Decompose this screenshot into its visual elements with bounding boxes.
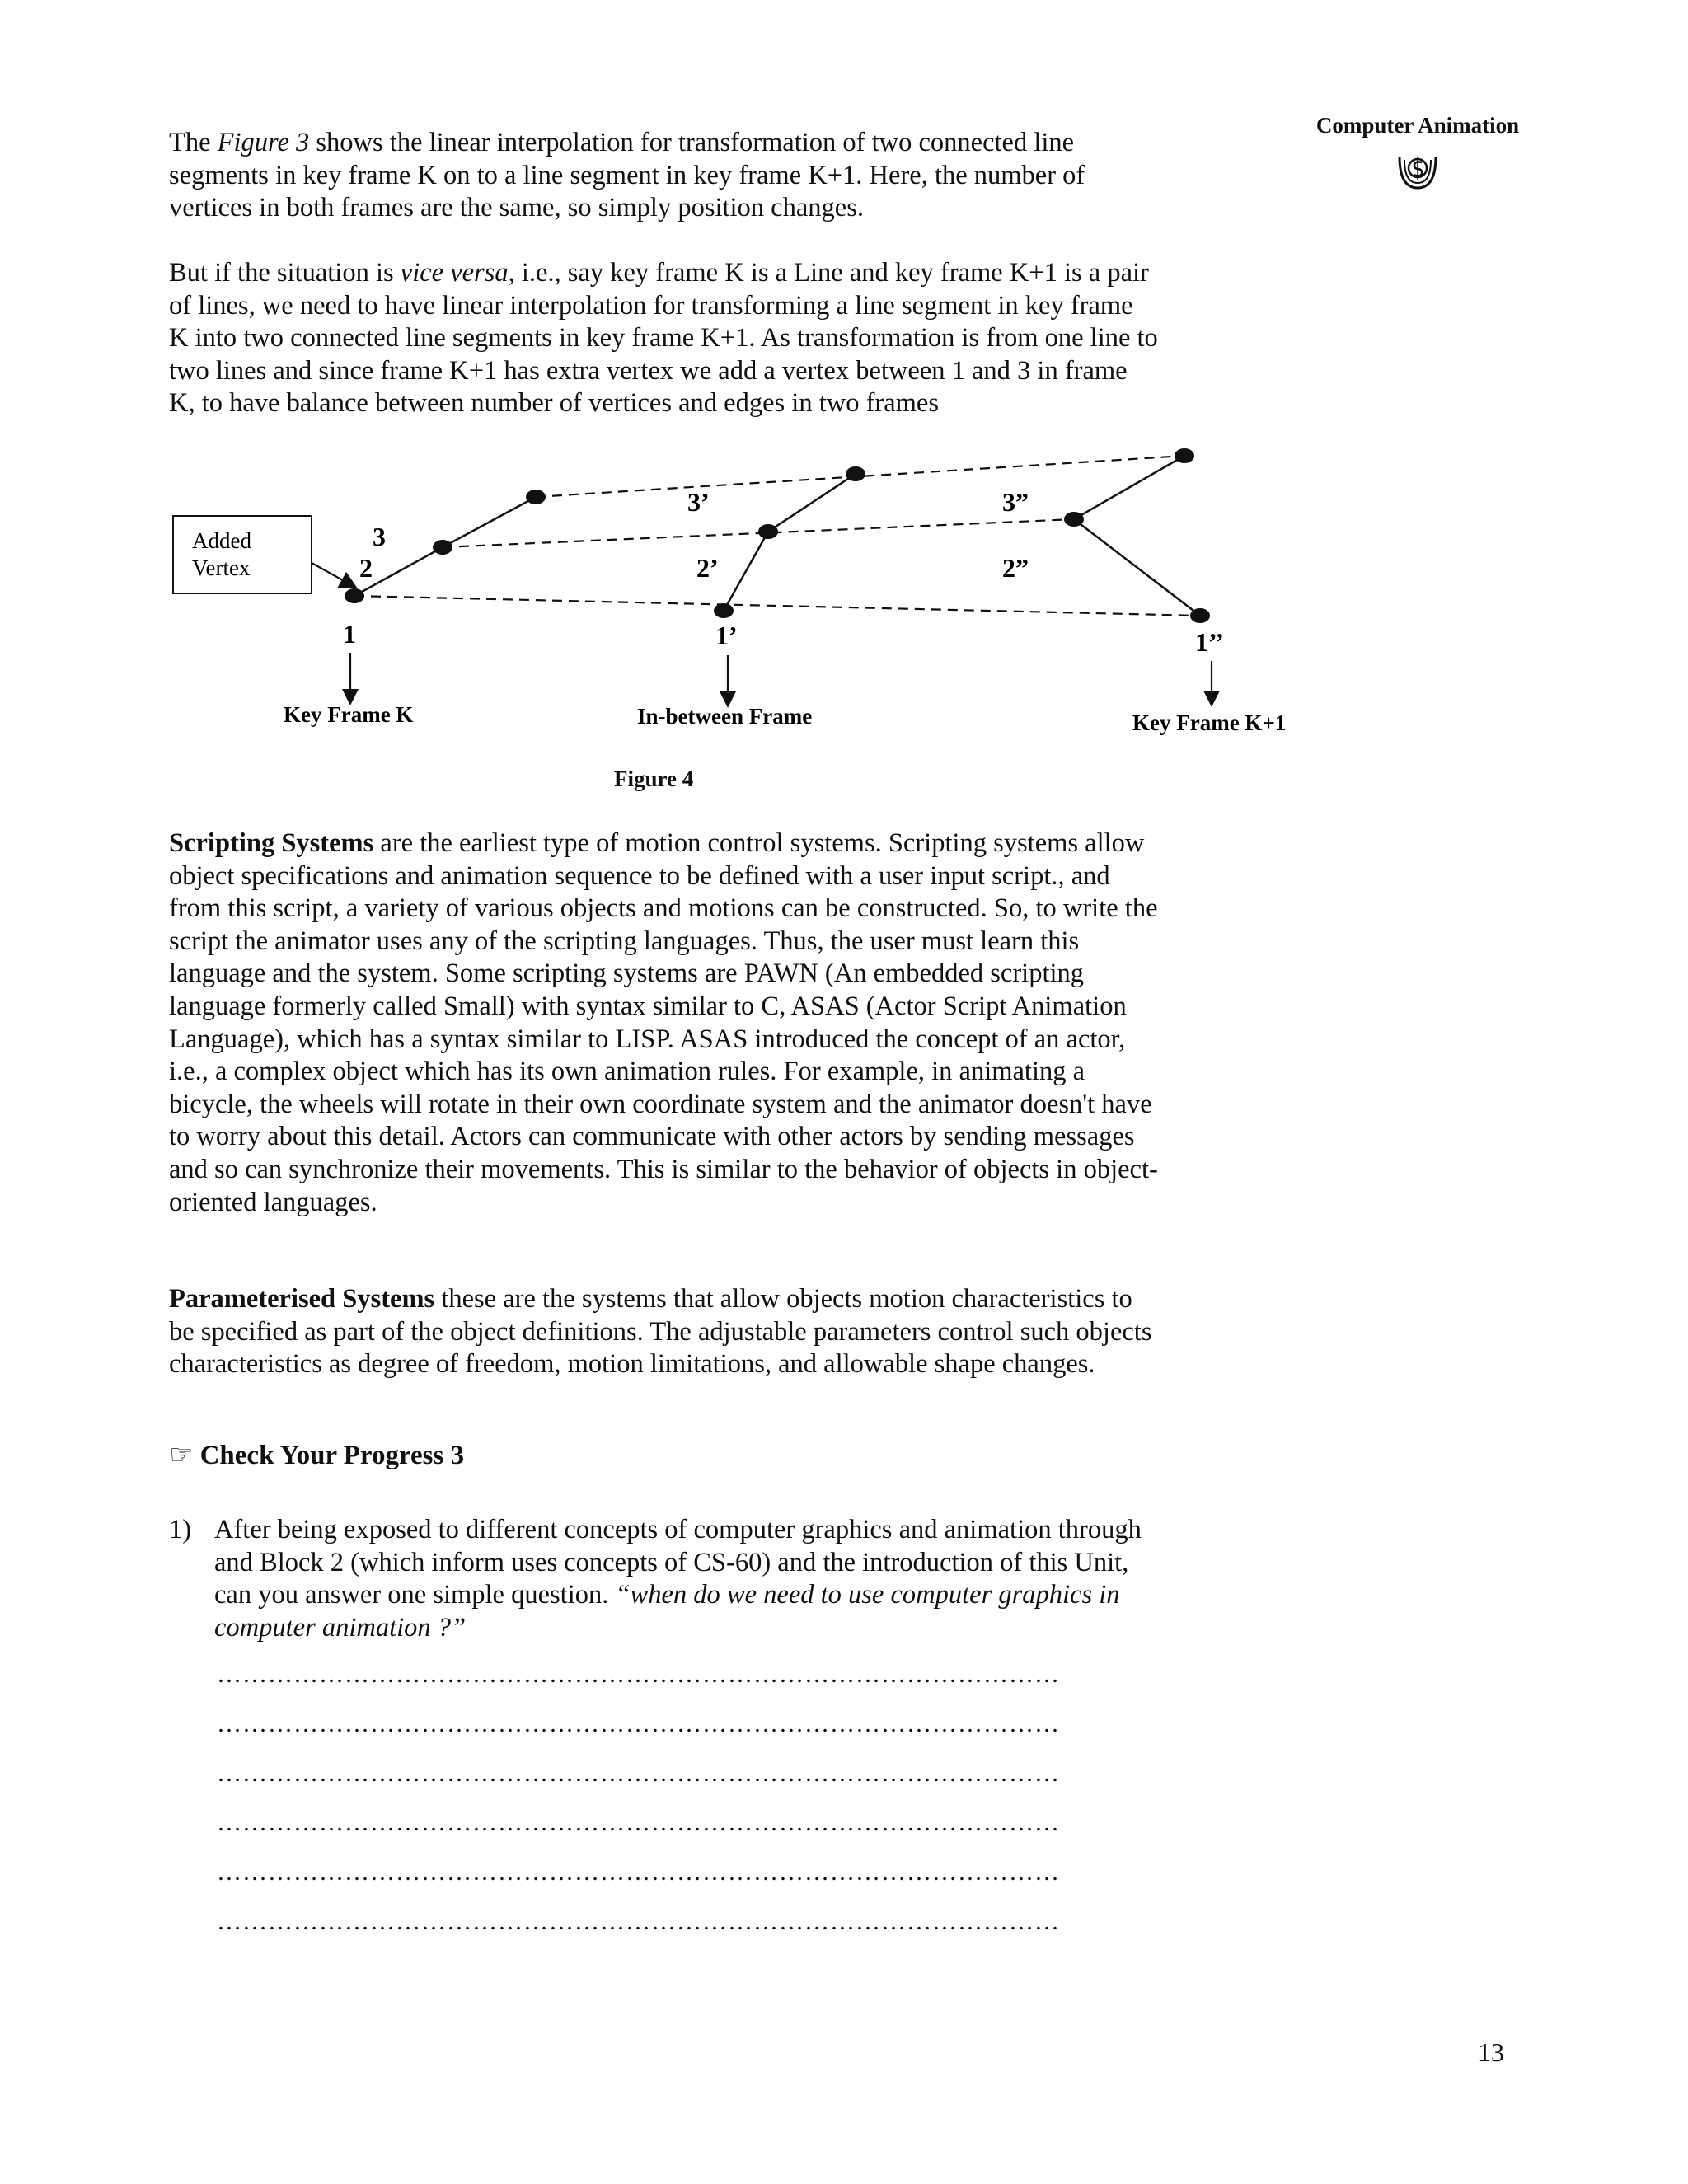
question-1-number: 1) — [169, 1515, 192, 1544]
answer-line[interactable]: ……………………………………………………………………………………… — [217, 1710, 1060, 1737]
label-2-double-prime: 2” — [1002, 553, 1029, 583]
label-3-double-prime: 3” — [1002, 487, 1029, 517]
answer-line[interactable]: ……………………………………………………………………………………… — [217, 1908, 1060, 1935]
parameterised-systems-heading: Parameterised Systems — [169, 1284, 435, 1314]
paragraph-scripting-systems — [169, 827, 1158, 1219]
label-key-frame-k1: Key Frame K+1 — [1132, 710, 1287, 735]
para1-prefix: The — [169, 128, 218, 157]
vertex-1-double-prime — [1190, 608, 1210, 623]
added-vertex-label-2: Vertex — [192, 555, 251, 580]
para2-body: , i.e., say key frame K is a Line and key frame K+1 is a pair of lines, we need to have linear interpolation for transforming a line segment in key frame K into two connected line segments in key frame K+1. As transformation is from one line to two lines and since frame K+1 has extra vertex we add a vertex between 1 and 3 in frame K, to have balance between number of vertices and edges in two frames — [169, 258, 1158, 419]
figure-4-diagram — [0, 0, 1688, 824]
vertex-2-prime — [758, 524, 778, 539]
running-header-title: Computer Animation — [1315, 113, 1520, 138]
question-1-italic-question: “when do we need to use computer graphics in computer animation ?” — [214, 1580, 1120, 1643]
check-your-progress-heading — [169, 1438, 464, 1471]
vertex-3 — [526, 490, 546, 504]
label-1: 1 — [343, 619, 356, 649]
vertex-1-prime — [714, 603, 734, 618]
label-1-double-prime: 1’’ — [1195, 627, 1224, 657]
answer-line[interactable]: ……………………………………………………………………………………… — [217, 1858, 1060, 1886]
answer-line[interactable]: ……………………………………………………………………………………… — [217, 1661, 1060, 1688]
label-2-prime: 2’ — [696, 553, 719, 583]
question-1-text: After being exposed to different concepts of computer graphics and animation through and Block 2 (which inform uses concepts of CS-60) and the introduction of this Unit, can you answer one simple question. — [214, 1515, 1142, 1610]
vertex-3-prime — [846, 466, 865, 481]
pointing-hand-icon: ☞ — [169, 1441, 194, 1470]
label-1-prime: 1’ — [715, 621, 738, 650]
answer-line[interactable]: ……………………………………………………………………………………… — [217, 1760, 1060, 1787]
answer-line[interactable]: ……………………………………………………………………………………… — [217, 1809, 1060, 1836]
check-your-progress-title: Check Your Progress 3 — [199, 1441, 465, 1470]
label-3: 3 — [373, 522, 386, 551]
arrowhead-key-frame-k1 — [1203, 691, 1220, 707]
vertex-2-double-prime — [1064, 512, 1084, 527]
paragraph-parameterised-systems — [169, 1283, 1158, 1381]
question-1-body — [214, 1514, 1170, 1644]
vertex-2-added — [433, 540, 452, 555]
key-frame-k1-lines — [1074, 456, 1200, 616]
parameterised-systems-body: these are the systems that allow objects motion characteristics to be specified as part of the object definitions. The adjustable parameters control such objects characteristics as degree of freedom, motion limitations, and allowable shape changes. — [169, 1284, 1152, 1380]
para2-prefix: But if the situation is — [169, 258, 401, 288]
dashed-path-2 — [443, 519, 1074, 547]
figure-caption: Figure 4 — [614, 766, 694, 791]
scripting-systems-heading: Scripting Systems — [169, 828, 374, 858]
added-vertex-arrow — [312, 563, 356, 588]
dashed-path-1 — [354, 596, 1200, 616]
para1-body: shows the linear interpolation for transformation of two connected line segments in key frame K on to a line segment in key frame K+1. Here, the number of vertices in both frames are the same, so simply position changes. — [169, 128, 1085, 223]
label-2: 2 — [359, 553, 373, 583]
page-number: 13 — [1478, 2037, 1504, 2067]
figure-3-reference: Figure 3 — [217, 128, 310, 157]
label-key-frame-k: Key Frame K — [284, 702, 414, 727]
vertex-3-double-prime — [1175, 448, 1194, 463]
in-between-frame-lines — [724, 474, 856, 611]
added-vertex-label-1: Added — [192, 528, 251, 553]
label-3-prime: 3’ — [687, 487, 710, 517]
scripting-systems-body: are the earliest type of motion control systems. Scripting systems allow object specifications and animation sequence to be defined with a user input script., and from this script, a variety of various objects and motions can be constructed. So, to write the script the animator uses any of the scripting languages. Thus, the user must learn this language and the system. Some scripting systems are PAWN (An embedded scripting language formerly called Small) with syntax similar to C, ASAS (Actor Script Animation Language), which has a syntax similar to LISP. ASAS introduced the concept of an actor, i.e., a complex object which has its own animation rules. For example, in animating a bicycle, the wheels will rotate in their own coordinate system and the animator doesn't have to worry about this detail. Actors can communicate with other actors by sending messages and so can synchronize their movements. This is similar to the behavior of objects in object-oriented languages. — [169, 828, 1158, 1217]
vice-versa-italic: vice versa — [400, 258, 509, 288]
label-in-between-frame: In-between Frame — [637, 704, 813, 729]
vertex-1 — [345, 588, 364, 603]
